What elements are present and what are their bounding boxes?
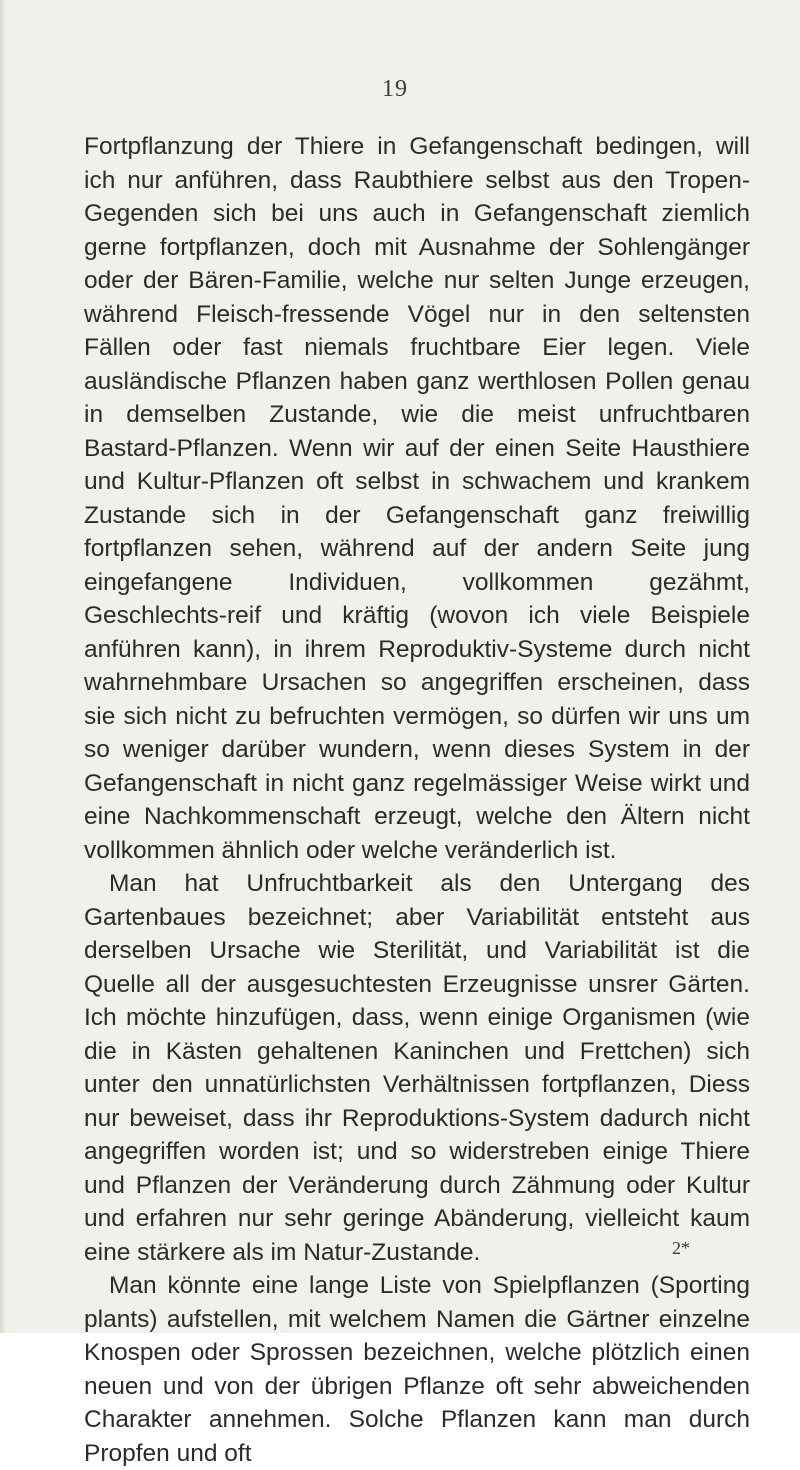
signature-mark: 2*	[672, 1238, 690, 1258]
page-edge-shadow	[0, 0, 6, 1333]
body-text	[84, 130, 750, 1470]
paragraph-2: Man hat Unfruchtbarkeit als den Untergang des Gartenbaues bezeichnet; aber Variabilität entsteht aus derselben Ursache wie Sterilität, und Variabilität ist die Quelle all der ausgesuchtesten Erzeugnisse unsrer Gärten. Ich möchte hinzufügen, dass, wenn einige Organismen (wie die in Kästen gehaltenen Kaninchen und Frettchen) sich unter den unnatürlichsten Verhältnissen fortpflanzen, Diess nur beweiset, dass ihr Reproduktions-System dadurch nicht angegriffen worden ist; und so widerstreben einige Thiere und Pflanzen der Veränderung durch Zähmung oder Kultur und erfahren nur sehr geringe Abänderung, vielleicht kaum eine stärkere als im Natur-Zustande.	[84, 870, 750, 1266]
paragraph-1: Fortpflanzung der Thiere in Gefangenschaft bedingen, will ich nur anführen, dass Raubthiere selbst aus den Tropen-Gegenden sich bei uns auch in Gefangenschaft ziemlich gerne fortpflanzen, doch mit Ausnahme der Sohlengänger oder der Bären-Familie, welche nur selten Junge erzeugen, während Fleisch-fressende Vögel nur in den seltensten Fällen oder fast niemals fruchtbare Eier legen. Viele ausländische Pflanzen haben ganz werthlosen Pollen genau in demselben Zustande, wie die meist unfruchtbaren Bastard-Pflanzen. Wenn wir auf der einen Seite Hausthiere und Kultur-Pflanzen oft selbst in schwachem und krankem Zustande sich in der Gefangenschaft ganz freiwillig fortpflanzen sehen, während auf der andern Seite jung eingefangene Individuen, vollkommen gezähmt, Geschlechts-reif und kräftig (wovon ich viele Beispiele anführen kann), in ihrem Reproduktiv-Systeme durch nicht wahrnehmbare Ursachen so angegriffen erscheinen, dass sie sich nicht zu befruchten vermögen, so dürfen wir uns um so weniger darüber wundern, wenn dieses System in der Gefangenschaft in nicht ganz regelmässiger Weise wirkt und eine Nachkommenschaft erzeugt, welche den Ältern nicht vollkommen ähnlich oder welche veränderlich ist.	[84, 133, 750, 864]
page-number: 19	[382, 76, 408, 102]
paragraph-3: Man könnte eine lange Liste von Spielpflanzen (Sporting plants) aufstellen, mit welchem Namen die Gärtner einzelne Knospen oder Sprossen bezeichnen, welche plötzlich einen neuen und von der übrigen Pflanze oft sehr abweichenden Charakter annehmen. Solche Pflanzen kann man durch Propfen und oft	[84, 1272, 750, 1467]
